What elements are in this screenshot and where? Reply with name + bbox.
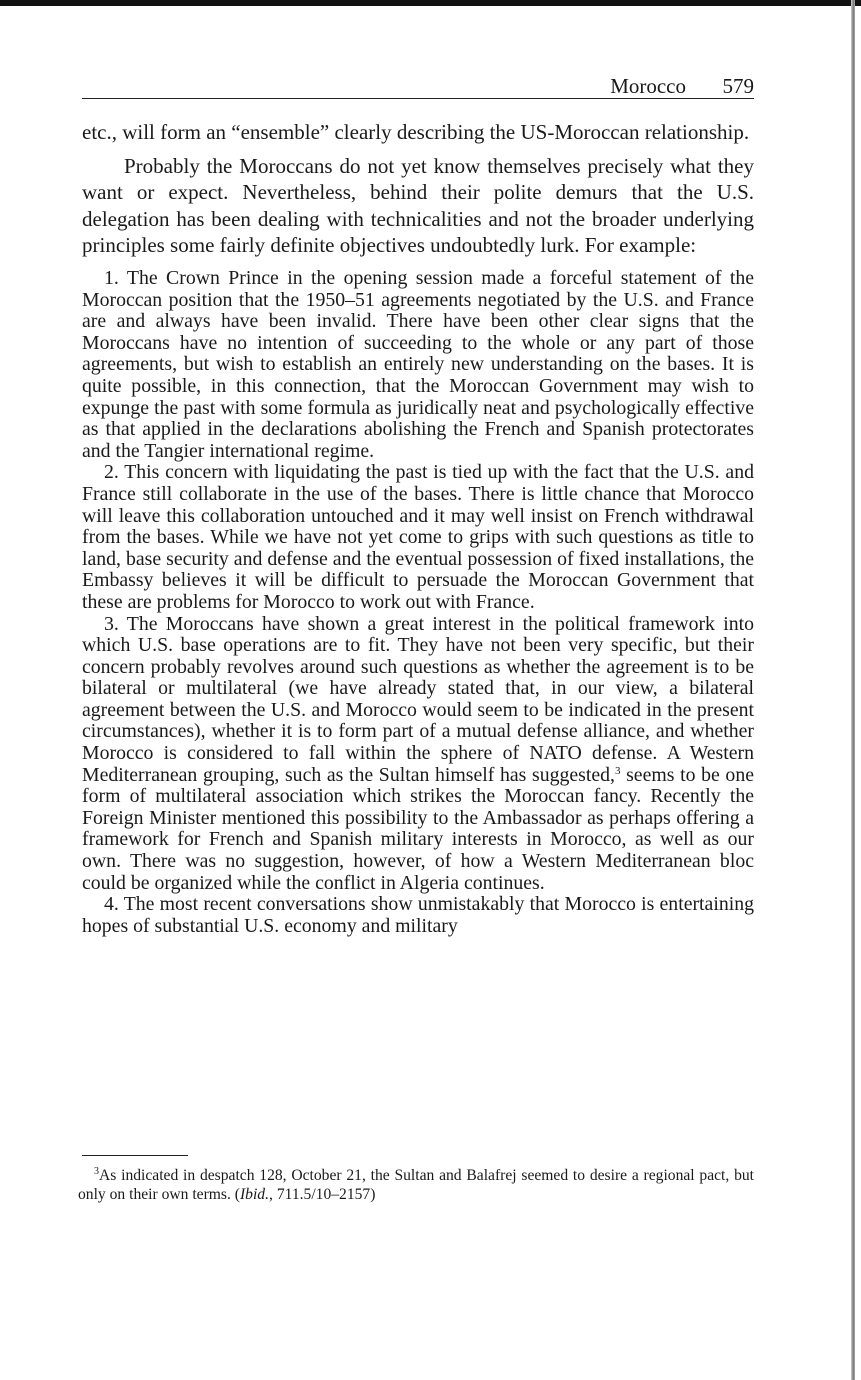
list-item-3-text-after-note: seems to be one form of multilateral association which strikes the Moroccan fancy. Recently the Foreign Minister mentioned this possibility to the Ambassador as perhaps offering a framework for French and Spanish military interests in Morocco, as well as our own. There was no suggestion, however, of how a Western Mediterranean bloc could be organized while the conflict in Algeria continues. bbox=[82, 763, 754, 894]
list-item-4: 4. The most recent conversations show unmistakably that Morocco is entertaining hopes of substantial U.S. economy and military bbox=[82, 893, 754, 937]
list-item-1: 1. The Crown Prince in the opening session made a forceful statement of the Moroccan position that the 1950–51 agreements negotiated by the U.S. and France are and always have been invalid. There have been other clear signs that the Moroccans have no intention of succeeding to the whole or any part of those agreements, but wish to establish an entirely new understanding on the bases. It is quite possible, in this connection, that the Moroccan Government may wish to expunge the past with some formula as juridically neat and psychologically effective as that applied in the declarations abolishing the French and Spanish protectorates and the Tangier international regime. bbox=[82, 267, 754, 462]
running-head bbox=[82, 72, 754, 99]
main-text bbox=[82, 119, 754, 937]
page-top-edge bbox=[0, 0, 861, 6]
list-item-3 bbox=[82, 614, 754, 895]
numbered-list bbox=[82, 268, 754, 937]
footnote-divider bbox=[82, 1155, 188, 1156]
list-item-3-text-before-note: 3. The Moroccans have shown a great interest in the political framework into which U.S. base operations are to fit. They have not been very specific, but their concern probably revolves around such questions as whether the agreement is to be bilateral or multilateral (we have already stated that, in our view, a bilateral agreement between the U.S. and Morocco would seem to be indicated in the present circumstances), whether it is to form part of a mutual defense alliance, and whether Morocco is considered to fall within the sphere of NATO defense. A Western Mediterranean grouping, such as the Sultan himself has suggested, bbox=[82, 612, 754, 786]
footnote-marker: 3 bbox=[94, 1166, 99, 1177]
page-number: 579 bbox=[722, 74, 754, 98]
running-head-title: Morocco bbox=[610, 74, 686, 98]
footnote-text: As indicated in despatch 128, October 21, the Sultan and Balafrej seemed to desire a regional pact, but only on their own terms. ( bbox=[78, 1167, 754, 1203]
intro-paragraph: Probably the Moroccans do not yet know themselves precisely what they want or expect. Nevertheless, behind their polite demurs that the U.S. delegation has been dealing with technicalities and not the broader underlying principles some fairly definite objectives undoubtedly lurk. For example: bbox=[82, 154, 754, 257]
footnote-reference: 3 bbox=[614, 764, 621, 777]
page-binding-edge bbox=[851, 0, 855, 1380]
continued-paragraph: etc., will form an “ensemble” clearly describing the US-Moroccan relationship. bbox=[82, 120, 750, 144]
list-item-2: 2. This concern with liquidating the past is tied up with the fact that the U.S. and France still collaborate in the use of the bases. There is little chance that Morocco will leave this collaboration untouched and it may well insist on French withdrawal from the bases. While we have not yet come to grips with such questions as title to land, base security and defense and the eventual possession of fixed installations, the Embassy believes it will be difficult to persuade the Moroccan Government that these are problems for Morocco to work out with France. bbox=[82, 461, 754, 613]
footnote-citation: , 711.5/10–2157) bbox=[269, 1185, 376, 1203]
footnote-ibid: Ibid. bbox=[239, 1185, 270, 1203]
footnote bbox=[78, 1167, 754, 1205]
